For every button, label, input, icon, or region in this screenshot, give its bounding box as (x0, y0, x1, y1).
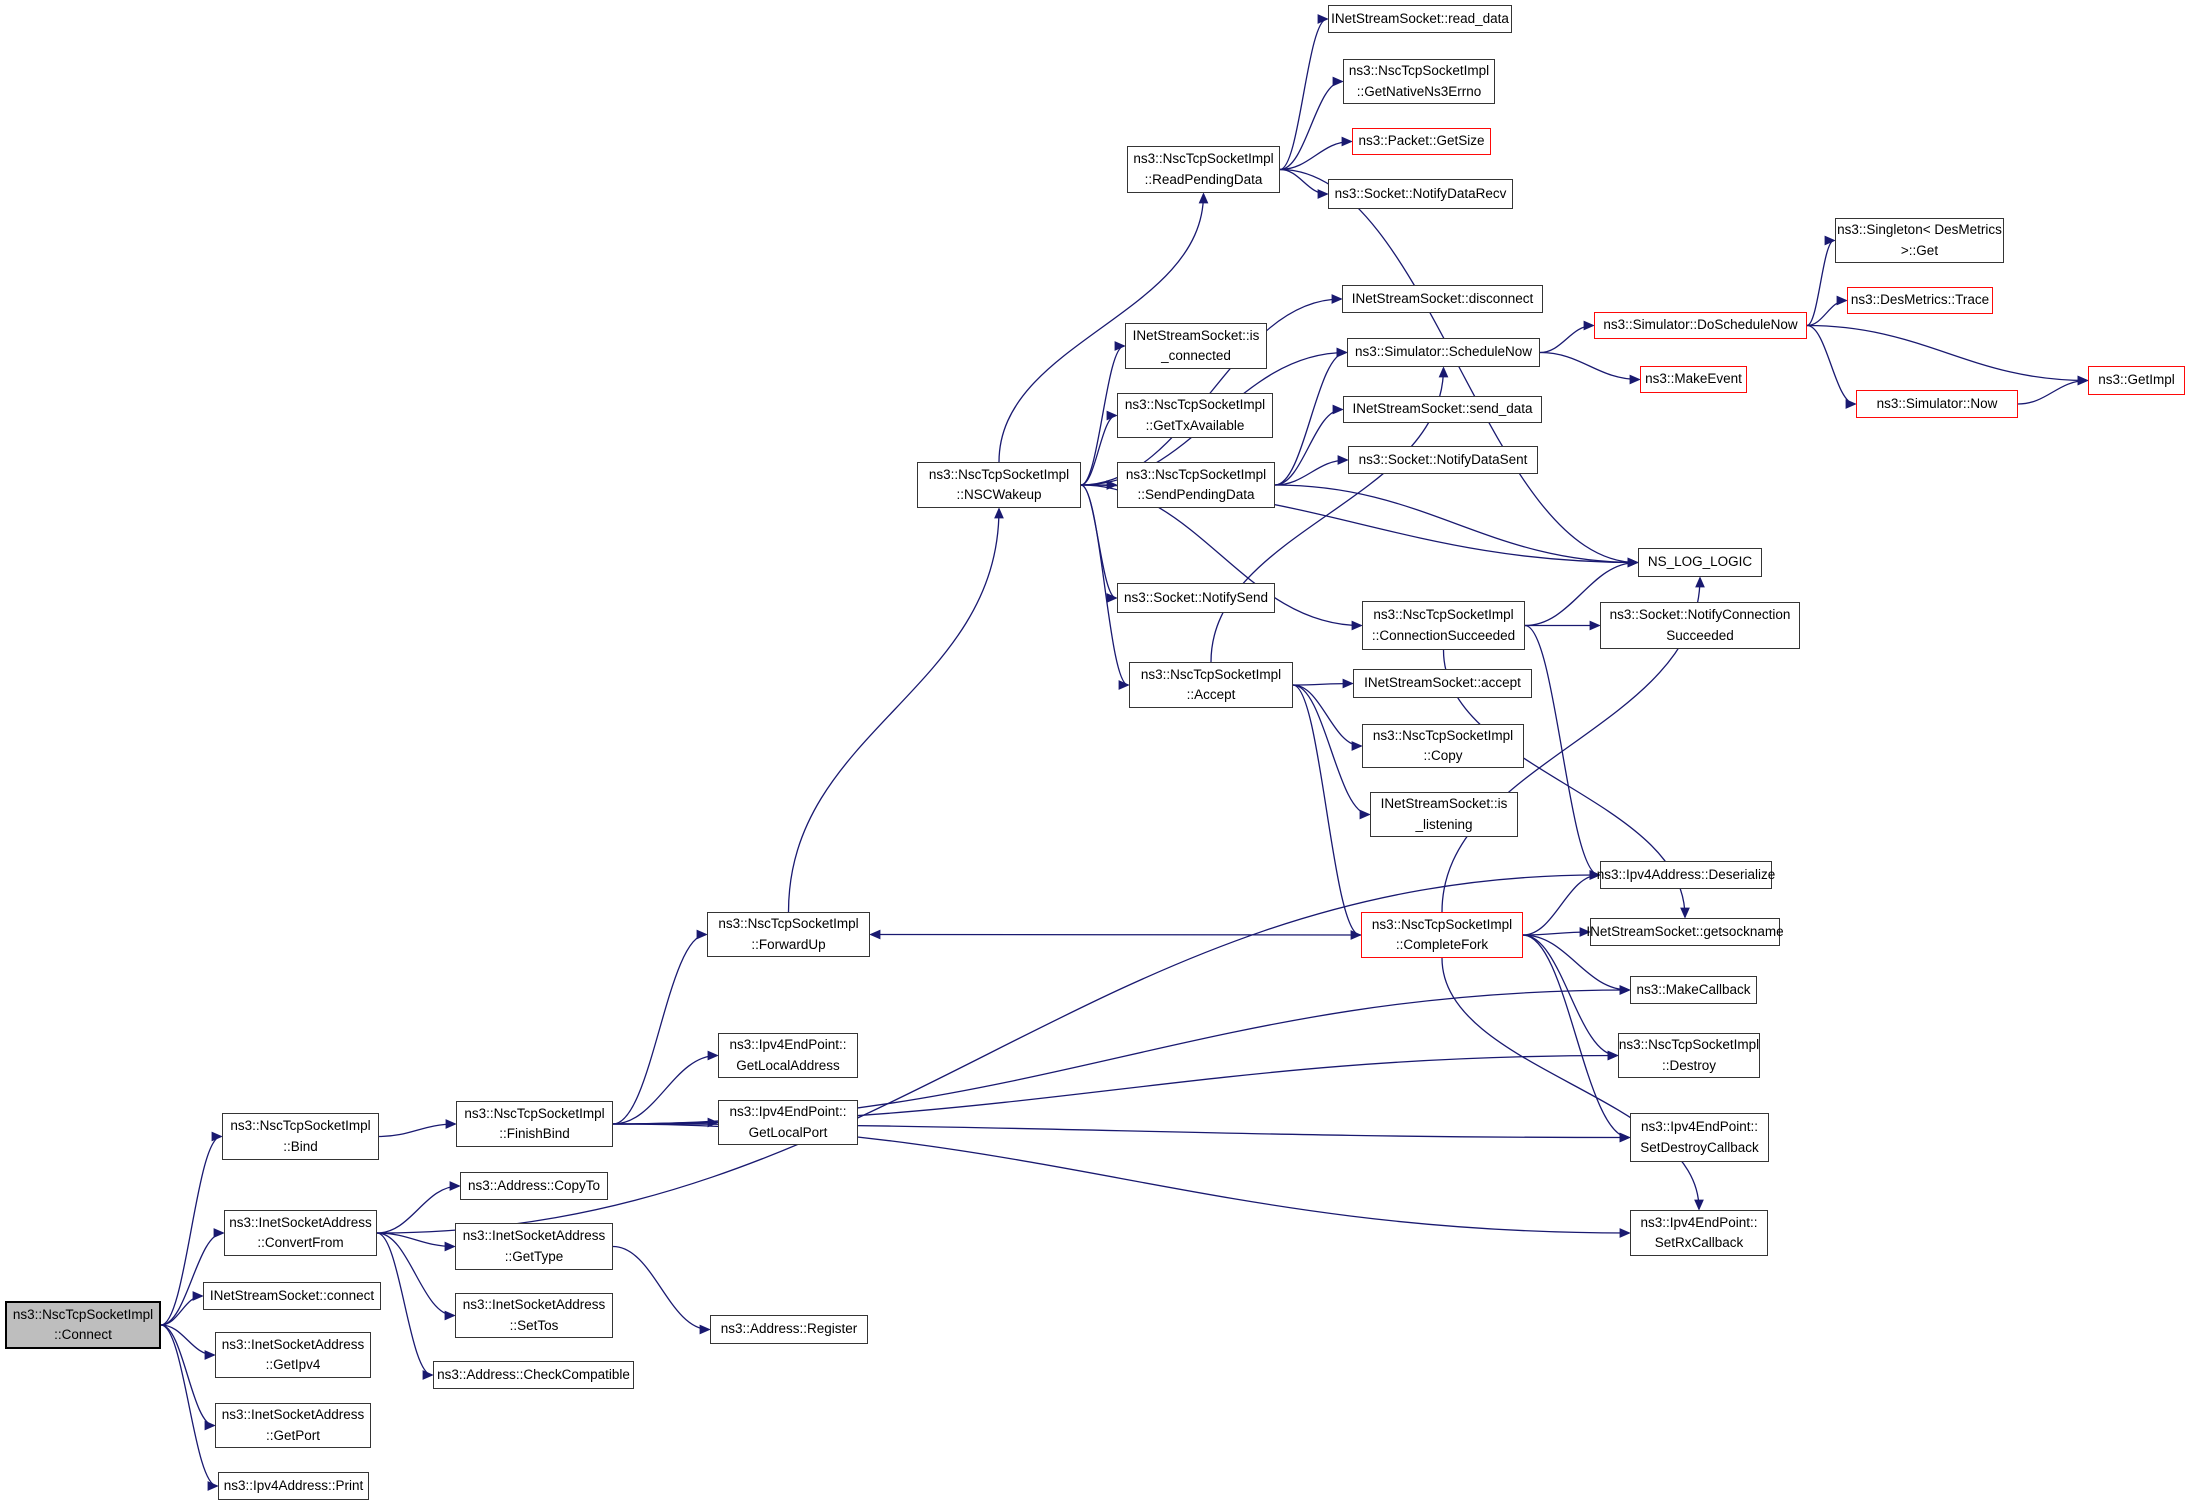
graph-node-label-line: ::Accept (1186, 687, 1236, 702)
graph-node-label-line: ::Copy (1423, 748, 1463, 763)
edge-schedulenow-makeevent (1540, 353, 1639, 380)
graph-node-label-line: ns3::NscTcpSocketImpl (1140, 666, 1282, 682)
graph-node-gettxavailable[interactable] (1117, 393, 1273, 438)
edge-schedulenow-doschedulenow (1540, 326, 1593, 353)
graph-node-doschedulenow[interactable] (1594, 312, 1807, 339)
graph-node-accept_impl[interactable] (1129, 662, 1293, 708)
graph-node-label-line: ::GetNativeNs3Errno (1356, 83, 1482, 99)
graph-node-label-line: ns3::MakeEvent (1645, 371, 1742, 387)
graph-node-label-line: ns3::NscTcpSocketImpl (1124, 397, 1266, 413)
graph-node-connectionsucceeded[interactable] (1362, 601, 1525, 650)
edge-accept_impl-is_listening (1293, 685, 1369, 815)
graph-node-disconnect[interactable] (1342, 285, 1543, 313)
graph-node-label-line: _connected (1161, 348, 1231, 363)
graph-node-notifydatarecv[interactable] (1328, 179, 1513, 209)
graph-node-label-line: ns3::MakeCallback (1636, 981, 1751, 997)
graph-node-singleton_get[interactable] (1835, 218, 2004, 263)
graph-node-label-line: ns3::Packet::GetSize (1358, 133, 1485, 149)
graph-node-setrxcallback[interactable] (1630, 1210, 1768, 1256)
graph-node-label-line: ns3::NscTcpSocketImpl (1371, 916, 1513, 932)
graph-node-bind[interactable] (222, 1113, 379, 1160)
graph-node-is_listening[interactable] (1370, 792, 1518, 837)
graph-node-send_data[interactable] (1343, 396, 1542, 423)
edge-completefork-destroy (1523, 935, 1617, 1056)
graph-node-label-line: ::GetType (504, 1248, 564, 1264)
graph-node-label-line: Succeeded (1666, 627, 1734, 643)
graph-node-is_connected[interactable] (1125, 323, 1267, 369)
graph-node-label-line: ns3::NscTcpSocketImpl (1372, 727, 1514, 743)
graph-node-label-line: ::ConvertFrom (257, 1235, 344, 1250)
graph-node-label-line: INetStreamSocket::is (1380, 796, 1508, 812)
graph-node-finishbind[interactable] (456, 1101, 613, 1147)
graph-node-notifyconnectionsucceeded[interactable] (1600, 602, 1800, 649)
graph-node-label-line: NS_LOG_LOGIC (1647, 554, 1753, 570)
graph-node-label-line: _listening (1415, 816, 1473, 832)
graph-node-label-line: ns3::NscTcpSocketImpl (464, 1105, 605, 1121)
graph-node-label-line: ns3::DesMetrics::Trace (1850, 292, 1990, 308)
graph-node-destroy[interactable] (1618, 1033, 1760, 1078)
graph-node-label-line: ns3::NscTcpSocketImpl (718, 916, 859, 932)
graph-node-copy[interactable] (1362, 724, 1524, 768)
graph-node-read_data[interactable] (1328, 5, 1512, 33)
graph-node-label-line: ::NSCWakeup (956, 487, 1042, 502)
graph-node-settos[interactable] (455, 1293, 613, 1338)
edge-forwardup-nscwakeup (789, 509, 1000, 912)
graph-node-label-line: INetStreamSocket::disconnect (1351, 290, 1534, 306)
edge-completefork-forwardup (871, 935, 1361, 936)
graph-node-label-line: ns3::NscTcpSocketImpl (1348, 63, 1490, 79)
edge-connectionsucceeded-deserialize (1525, 626, 1599, 876)
edge-connect-print (161, 1325, 217, 1486)
graph-node-label-line: ns3::NscTcpSocketImpl (230, 1118, 371, 1134)
graph-node-label-line: ns3::InetSocketAddress (462, 1228, 606, 1244)
graph-node-label-line: INetStreamSocket::read_data (1331, 10, 1509, 26)
graph-node-label-line: ns3::InetSocketAddress (221, 1407, 365, 1423)
edge-doschedulenow-now (1807, 326, 1855, 405)
graph-node-label-line: ns3::Simulator::ScheduleNow (1354, 344, 1533, 360)
graph-node-label-line: ns3::NscTcpSocketImpl (1133, 151, 1274, 167)
graph-node-label-line: ns3::NscTcpSocketImpl (12, 1306, 154, 1322)
graph-node-label-line: INetStreamSocket::getsockname (1586, 923, 1784, 939)
graph-node-label-line: ::CompleteFork (1395, 937, 1489, 952)
graph-node-label-line: ns3::NscTcpSocketImpl (928, 466, 1070, 482)
graph-node-label-line: ::Connect (54, 1327, 112, 1342)
graph-node-getimpl[interactable] (2088, 366, 2185, 395)
graph-node-label-line: ns3::Socket::NotifySend (1123, 589, 1269, 605)
graph-node-label-line: ::ConnectionSucceeded (1371, 627, 1516, 643)
graph-node-nscwakeup[interactable] (917, 462, 1081, 508)
graph-node-label-line: ns3::Address::Register (720, 1321, 858, 1337)
graph-node-label-line: ::FinishBind (499, 1126, 570, 1141)
graph-node-inet_accept[interactable] (1353, 669, 1532, 698)
graph-node-checkcompatible[interactable] (433, 1361, 634, 1389)
edge-accept_impl-inet_accept (1293, 684, 1352, 686)
graph-node-readpendingdata[interactable] (1127, 146, 1280, 193)
graph-node-label-line: ::GetTxAvailable (1145, 417, 1245, 433)
graph-node-label-line: INetStreamSocket::send_data (1352, 401, 1533, 417)
graph-node-trace[interactable] (1847, 287, 1993, 314)
edge-doschedulenow-singleton_get (1807, 241, 1834, 326)
graph-node-label-line: ns3::InetSocketAddress (229, 1214, 372, 1230)
graph-node-label-line: ::GetPort (265, 1427, 321, 1443)
graph-node-nslog[interactable] (1638, 548, 1762, 577)
edge-convertfrom-copyto (377, 1186, 459, 1233)
graph-node-label-line: >::Get (1900, 242, 1939, 258)
graph-node-label-line: ns3::NscTcpSocketImpl (1373, 607, 1514, 623)
edge-sendpendingdata-schedulenow (1275, 353, 1346, 486)
graph-node-label-line: INetStreamSocket::is (1132, 327, 1260, 343)
graph-node-label-line: ::Bind (283, 1138, 318, 1154)
graph-node-now[interactable] (1856, 390, 2018, 418)
edge-nscwakeup-gettxavailable (1081, 416, 1116, 486)
edge-accept_impl-completefork (1293, 685, 1360, 935)
graph-node-label-line: ns3::Socket::NotifyConnection (1609, 607, 1791, 623)
graph-node-notifydatasent[interactable] (1348, 446, 1538, 474)
graph-node-getsize[interactable] (1352, 128, 1491, 155)
graph-node-inet_connect[interactable] (203, 1282, 381, 1310)
graph-node-label-line: INetStreamSocket::accept (1364, 675, 1521, 691)
graph-node-label-line: ns3::Address::CheckCompatible (437, 1366, 630, 1382)
graph-node-copyto[interactable] (460, 1172, 608, 1200)
graph-node-label-line: ::SendPendingData (1137, 487, 1255, 502)
graph-node-convertfrom[interactable] (224, 1210, 377, 1256)
graph-node-getlocalport[interactable] (718, 1100, 858, 1145)
graph-node-label-line: ::GetIpv4 (265, 1357, 321, 1372)
graph-node-label-line: ns3::GetImpl (2098, 372, 2175, 388)
graph-node-forwardup[interactable] (707, 912, 870, 957)
graph-node-setdestroycallback[interactable] (1630, 1113, 1769, 1162)
graph-node-label-line: ns3::Singleton< DesMetrics (1837, 222, 2002, 238)
graph-node-getnativens3errno[interactable] (1343, 59, 1495, 104)
edge-bind-finishbind (379, 1124, 455, 1137)
graph-node-label-line: ns3::Socket::NotifyDataRecv (1334, 185, 1507, 201)
edge-readpendingdata-read_data (1280, 19, 1327, 170)
graph-node-label-line: ns3::Ipv4EndPoint:: (729, 1037, 847, 1053)
graph-node-label-line: SetDestroyCallback (1640, 1139, 1759, 1155)
graph-node-label-line: ns3::Socket::NotifyDataSent (1358, 451, 1528, 467)
graph-node-label-line: ::SetTos (509, 1317, 559, 1333)
graph-node-label-line: ::ForwardUp (751, 936, 826, 952)
graph-node-gettype[interactable] (455, 1223, 613, 1270)
graph-node-sendpendingdata[interactable] (1117, 462, 1275, 508)
graph-node-label-line: ns3::Simulator::DoScheduleNow (1603, 317, 1798, 333)
graph-node-makecallback[interactable] (1630, 976, 1757, 1004)
graph-node-label-line: GetLocalAddress (736, 1057, 840, 1073)
graph-node-getport[interactable] (215, 1403, 371, 1448)
graph-node-label-line: GetLocalPort (748, 1124, 828, 1140)
edge-gettype-register (613, 1247, 709, 1330)
edge-connect-convertfrom (161, 1233, 223, 1325)
graph-node-label-line: ns3::Ipv4EndPoint:: (729, 1104, 847, 1120)
graph-node-makeevent[interactable] (1640, 366, 1747, 393)
graph-node-label-line: ::ReadPendingData (1144, 171, 1263, 187)
graph-node-getlocaladdress[interactable] (718, 1033, 858, 1078)
graph-node-label-line: ns3::Address::CopyTo (467, 1177, 601, 1193)
graph-node-label-line: ns3::Simulator::Now (1876, 395, 1998, 411)
graph-node-label-line: INetStreamSocket::connect (209, 1287, 375, 1303)
graph-node-label-line: ::Destroy (1661, 1057, 1716, 1073)
graph-node-notifysend[interactable] (1117, 583, 1275, 613)
graph-node-label-line: ns3::NscTcpSocketImpl (1618, 1037, 1760, 1053)
graph-node-schedulenow[interactable] (1347, 338, 1540, 367)
graph-node-label-line: ns3::Ipv4EndPoint:: (1640, 1119, 1759, 1135)
graph-node-deserialize[interactable] (1596, 861, 1776, 889)
graph-node-label-line: ns3::NscTcpSocketImpl (1125, 466, 1267, 482)
graph-node-register[interactable] (710, 1315, 868, 1344)
graph-node-label-line: ns3::InetSocketAddress (221, 1336, 365, 1352)
graph-node-getsockname[interactable] (1586, 918, 1784, 946)
graph-node-getipv4[interactable] (215, 1332, 371, 1378)
graph-node-completefork[interactable] (1361, 912, 1523, 958)
graph-node-print[interactable] (218, 1472, 369, 1500)
graph-node-label-line: ns3::Ipv4Address::Deserialize (1596, 866, 1776, 882)
graph-node-label-line: ns3::Ipv4EndPoint:: (1640, 1214, 1758, 1230)
edge-sendpendingdata-nslog (1275, 485, 1637, 563)
graph-node-label-line: ns3::Ipv4Address::Print (223, 1477, 364, 1493)
edge-doschedulenow-trace (1807, 301, 1846, 326)
graph-node-connect (5, 1301, 161, 1349)
edge-now-getimpl (2018, 381, 2087, 405)
graph-node-label-line: SetRxCallback (1654, 1235, 1744, 1250)
edge-doschedulenow-getimpl (1807, 326, 2087, 381)
graph-node-label-line: ns3::InetSocketAddress (462, 1297, 606, 1313)
